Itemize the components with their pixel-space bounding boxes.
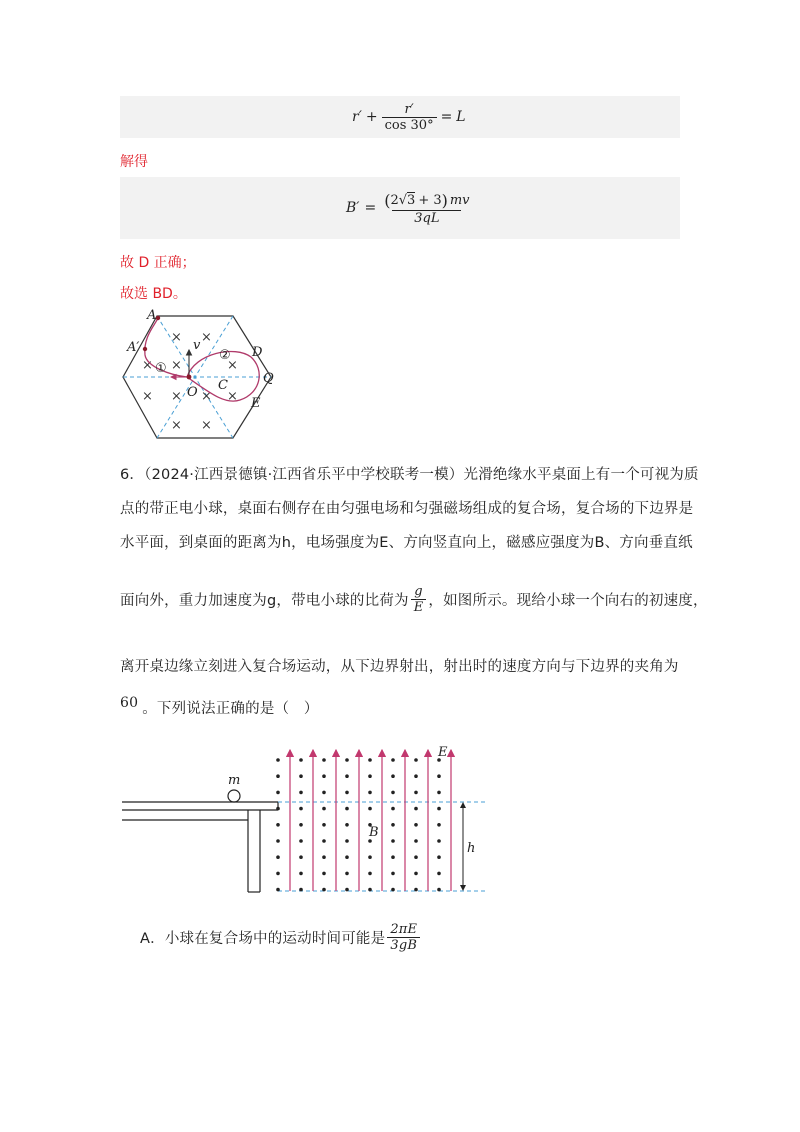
ratio-denominator: E (411, 599, 427, 615)
field-dot (391, 872, 395, 876)
option-a-numerator: 2πE (390, 922, 418, 937)
label-v: v (193, 338, 201, 353)
field-dot (299, 807, 303, 811)
table (122, 802, 278, 892)
field-dot (276, 774, 280, 778)
field-dot (368, 791, 372, 795)
field-dot (299, 774, 303, 778)
angle-value: 60 (120, 695, 139, 711)
field-dot (414, 807, 418, 811)
label-a-prime: A′ (127, 340, 140, 355)
field-dot (276, 839, 280, 843)
svg-text:×: × (142, 389, 153, 404)
field-dot (414, 758, 418, 762)
field-dot (391, 855, 395, 859)
eq2-fraction (381, 191, 472, 226)
eq1-fraction (382, 102, 437, 133)
sqrt-sign: √ (398, 192, 408, 208)
field-dot (299, 855, 303, 859)
field-dot (345, 823, 349, 827)
label-e: E (251, 396, 261, 411)
eq2-two: 2 (390, 192, 399, 208)
field-dot (322, 872, 326, 876)
field-dot (437, 823, 441, 827)
field-dot (299, 758, 303, 762)
field-dot (414, 872, 418, 876)
field-dot (322, 839, 326, 843)
label-circle-2: ② (219, 348, 231, 363)
question-number: 6． (120, 467, 145, 483)
label-o: O (187, 385, 198, 400)
field-dot (368, 872, 372, 876)
field-dot (414, 855, 418, 859)
field-dot (299, 839, 303, 843)
eq2-plus-three: + 3 (418, 192, 442, 208)
label-a: A (147, 308, 157, 323)
field-dot (322, 807, 326, 811)
eq1-numerator: r′ (404, 101, 414, 117)
svg-text:×: × (201, 418, 212, 433)
field-dot (322, 855, 326, 859)
field-dot (299, 791, 303, 795)
svg-text:×: × (142, 358, 153, 373)
eq1-equals: = (440, 109, 453, 125)
field-dot (391, 758, 395, 762)
option-a-text: A．小球在复合场中的运动时间可能是 (140, 931, 386, 947)
field-dot (414, 791, 418, 795)
svg-text:×: × (227, 389, 238, 404)
field-dot (276, 807, 280, 811)
field-dot (322, 888, 326, 892)
question-text-6: 。下列说法正确的是（ ） (142, 701, 319, 717)
svg-text:×: × (171, 330, 182, 345)
label-d: D (252, 345, 263, 360)
label-c: C (218, 378, 228, 393)
field-dot (414, 823, 418, 827)
field-dot (437, 839, 441, 843)
field-dot (368, 888, 372, 892)
svg-text:×: × (201, 330, 212, 345)
eq2-sqrt-arg: 3 (407, 193, 416, 208)
label-q: Q (263, 371, 274, 386)
point-o (187, 375, 192, 380)
point-a-prime (143, 347, 147, 351)
electric-field-lines (290, 750, 451, 891)
field-dot (437, 872, 441, 876)
question-line-6 (120, 697, 319, 718)
label-e-field: E (438, 745, 448, 760)
question-line-3: 水平面，到桌面的距离为h，电场强度为E、方向竖直向上，磁感应强度为B、方向垂直纸 (120, 535, 693, 551)
field-dot (391, 791, 395, 795)
question-text-4b: ，如图所示。现给小球一个向右的初速度， (428, 593, 708, 609)
question-line-1 (120, 463, 699, 484)
svg-text:×: × (227, 358, 238, 373)
eq2-lparen: ( (384, 190, 391, 210)
question-text-1: （2024·江西景德镇·江西省乐平中学校联考一模）光滑绝缘水平桌面上有一个可视为质 (144, 467, 699, 483)
field-dot (322, 823, 326, 827)
equation-box-2 (120, 177, 680, 239)
field-dot (322, 774, 326, 778)
field-dot (276, 855, 280, 859)
dashed-diagonals (123, 316, 271, 438)
option-a-fraction (387, 922, 420, 953)
point-a (156, 316, 160, 320)
label-b-field: B (369, 825, 379, 840)
field-dot (391, 839, 395, 843)
question-line-4 (120, 584, 708, 615)
field-dot (437, 807, 441, 811)
field-dot (391, 807, 395, 811)
ball (228, 790, 240, 802)
hexagon-figure (115, 305, 290, 445)
field-dot (437, 774, 441, 778)
field-dot (276, 823, 280, 827)
field-dot (276, 888, 280, 892)
field-dot (368, 774, 372, 778)
field-dot (391, 888, 395, 892)
field-dot (299, 888, 303, 892)
field-dot (345, 839, 349, 843)
field-dot (437, 855, 441, 859)
conclusion-d: 故 D 正确； (120, 255, 196, 271)
field-dot (299, 872, 303, 876)
svg-text:×: × (171, 418, 182, 433)
field-dot (322, 791, 326, 795)
field-dot (276, 791, 280, 795)
field-dot (345, 774, 349, 778)
eq2-mv: mv (449, 192, 470, 208)
field-dot (276, 872, 280, 876)
field-dot (414, 888, 418, 892)
eq2-rparen: ) (441, 190, 448, 210)
field-dot (345, 888, 349, 892)
question-text-4a: 面向外，重力加速度为g，带电小球的比荷为 (120, 593, 409, 609)
field-dot (368, 855, 372, 859)
field-dot (276, 758, 280, 762)
field-dot (345, 807, 349, 811)
equation-1 (352, 100, 466, 134)
option-a-denominator: 3gB (387, 937, 420, 953)
eq1-plus: + (365, 109, 378, 125)
solve-label: 解得 (120, 154, 148, 170)
field-dot (437, 791, 441, 795)
field-dot (391, 774, 395, 778)
conclusion-select: 故选 BD。 (120, 286, 187, 302)
eq1-lhs: r′ (352, 109, 362, 125)
label-circle-1: ① (155, 361, 167, 376)
field-dot (345, 758, 349, 762)
option-a (140, 922, 420, 953)
field-dot (345, 791, 349, 795)
svg-text:×: × (201, 389, 212, 404)
field-dot (414, 774, 418, 778)
question-line-5: 离开桌边缘立刻进入复合场运动，从下边界射出，射出时的速度方向与下边界的夹角为 (120, 659, 679, 675)
ratio-numerator: g (414, 584, 423, 599)
eq1-rhs: L (456, 109, 466, 125)
field-dot (437, 888, 441, 892)
field-dot (345, 872, 349, 876)
label-m: m (228, 773, 241, 788)
field-dot (414, 839, 418, 843)
field-dot (368, 807, 372, 811)
svg-text:×: × (171, 358, 182, 373)
question-line-2: 点的带正电小球，桌面右侧存在由匀强电场和匀强磁场组成的复合场，复合场的下边界是 (120, 501, 694, 517)
equation-2 (346, 183, 473, 233)
eq2-lhs: B′ (346, 200, 360, 216)
eq2-denominator: 3qL (392, 210, 461, 226)
field-dot (322, 758, 326, 762)
field-figure (120, 740, 490, 900)
equation-box-1 (120, 96, 680, 138)
charge-ratio-fraction (411, 584, 427, 615)
label-h: h (467, 841, 476, 856)
eq2-numerator (381, 191, 472, 210)
field-dot (368, 758, 372, 762)
svg-text:×: × (171, 389, 182, 404)
field-dot (391, 823, 395, 827)
field-dot (299, 823, 303, 827)
eq2-equals: = (364, 200, 377, 216)
eq1-denominator: cos 30° (382, 117, 437, 133)
field-dot (345, 855, 349, 859)
